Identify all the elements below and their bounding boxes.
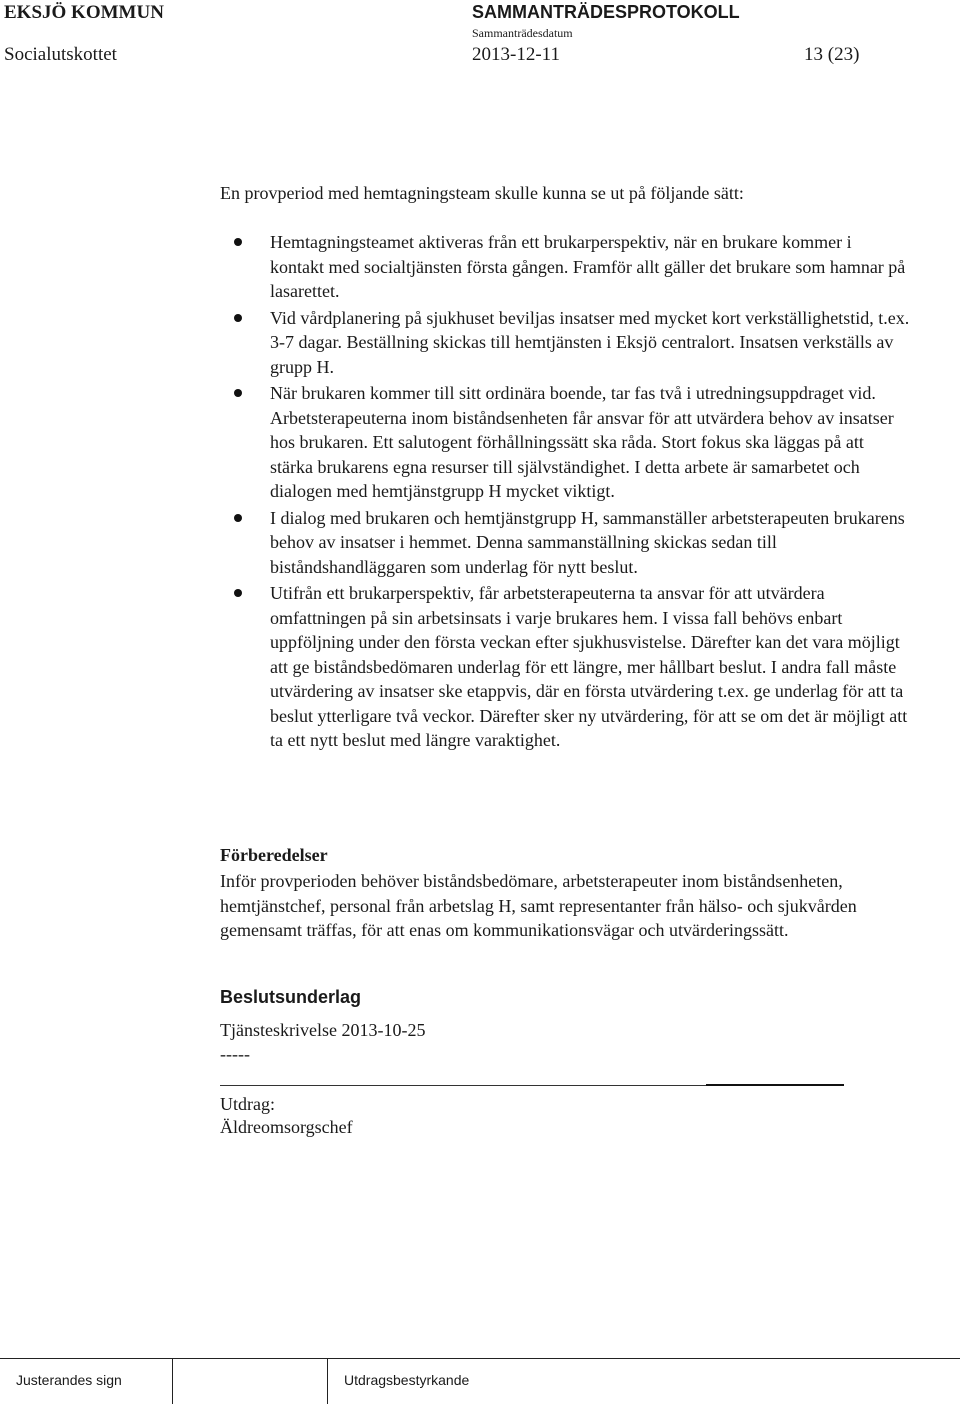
list-item <box>270 306 910 380</box>
extract-label: Utdrag: <box>220 1094 275 1114</box>
list-item <box>270 581 910 753</box>
decision-basis-heading: Beslutsunderlag <box>220 987 362 1007</box>
bullet-icon <box>234 389 242 397</box>
extract-recipient: Äldreomsorgschef <box>220 1117 353 1137</box>
bullet-icon <box>234 589 242 597</box>
list-item-text: Hemtagningsteamet aktiveras från ett brukarperspektiv, när en brukare kommer i kontakt med socialtjänsten första gången. Framför allt gäller det brukare som hamnar på lasarettet. <box>270 232 906 301</box>
bullet-icon <box>234 238 242 246</box>
list-item <box>270 506 910 580</box>
meeting-date: 2013-12-11 <box>472 44 560 65</box>
list-item <box>270 381 910 504</box>
decision-basis-item: Tjänsteskrivelse 2013-10-25 <box>220 1020 426 1040</box>
bullet-list <box>270 230 910 755</box>
intro-paragraph: En provperiod med hemtagningsteam skulle kunna se ut på följande sätt: <box>220 183 744 203</box>
committee-name: Socialutskottet <box>4 44 117 65</box>
certified-copy-label: Utdragsbestyrkande <box>344 1372 470 1388</box>
separator-rule <box>220 1085 706 1086</box>
bullet-icon <box>234 514 242 522</box>
list-item-text: När brukaren kommer till sitt ordinära boende, tar fas två i utredningsuppdraget vid. Arbetsterapeuterna inom biståndsenheten får ansvar för att utvärdera behov av insatser hos brukaren. Ett salutogent förhållningssätt ska råda. Stort fokus ska läggas på att stärka brukarens egna resurser till självständighet. I detta arbete är samarbetet och dialogen med hemtjänstgrupp H mycket viktigt. <box>270 383 894 501</box>
list-item-text: Utifrån ett brukarperspektiv, får arbetsterapeuterna ta ansvar för att utvärdera omfattningen på sin arbetsinsats i varje brukares hem. I vissa fall behövs enbart uppföljning under den första veckan efter sjukhusvistelse. Därefter kan det vara möjligt att ge biståndsbedömaren underlag för ett längre, mer hållbart beslut. I andra fall måste utvärdering av insatser ske etappvis, där en första utvärdering t.ex. ge underlag för att ta beslut ytterligare två veckor. Därefter sker ny utvärdering, för att se om det är möjligt att ta ett nytt beslut med längre varaktighet. <box>270 583 908 750</box>
list-item-text: Vid vårdplanering på sjukhuset beviljas insatser med mycket kort verkställighetstid, t.ex. 3-7 dagar. Beställning skickas till hemtjänsten i Eksjö centralort. Insatsen verkställs av grupp H. <box>270 307 910 377</box>
footer-divider <box>327 1358 328 1404</box>
footer-rule <box>0 1358 960 1359</box>
document-type: SAMMANTRÄDESPROTOKOLL <box>472 2 740 22</box>
footer-divider <box>172 1358 173 1404</box>
preparations-heading: Förberedelser <box>220 845 328 865</box>
page-number: 13 (23) <box>804 44 860 65</box>
bullet-icon <box>234 314 242 322</box>
list-item-text: I dialog med brukaren och hemtjänstgrupp H, sammanställer arbetsterapeuten brukarens behov av insatser i hemmet. Denna sammanställning skickas sedan till biståndshandläggaren som underlag för nytt beslut. <box>270 507 905 577</box>
list-item <box>270 230 910 304</box>
meeting-date-label: Sammanträdesdatum <box>472 26 573 40</box>
separator-rule-bold <box>706 1084 844 1086</box>
signature-label: Justerandes sign <box>16 1372 122 1388</box>
preparations-paragraph: Inför provperioden behöver biståndsbedömare, arbetsterapeuter inom biståndsenheten, hemtjänstchef, personal från arbetslag H, samt representanter från hälso- och sjukvården gemensamt träffas, för att enas om kommunikationsvägar och utvärderingssätt. <box>220 871 857 940</box>
decision-basis-separator: ----- <box>220 1044 250 1064</box>
municipality-name: EKSJÖ KOMMUN <box>4 2 164 23</box>
